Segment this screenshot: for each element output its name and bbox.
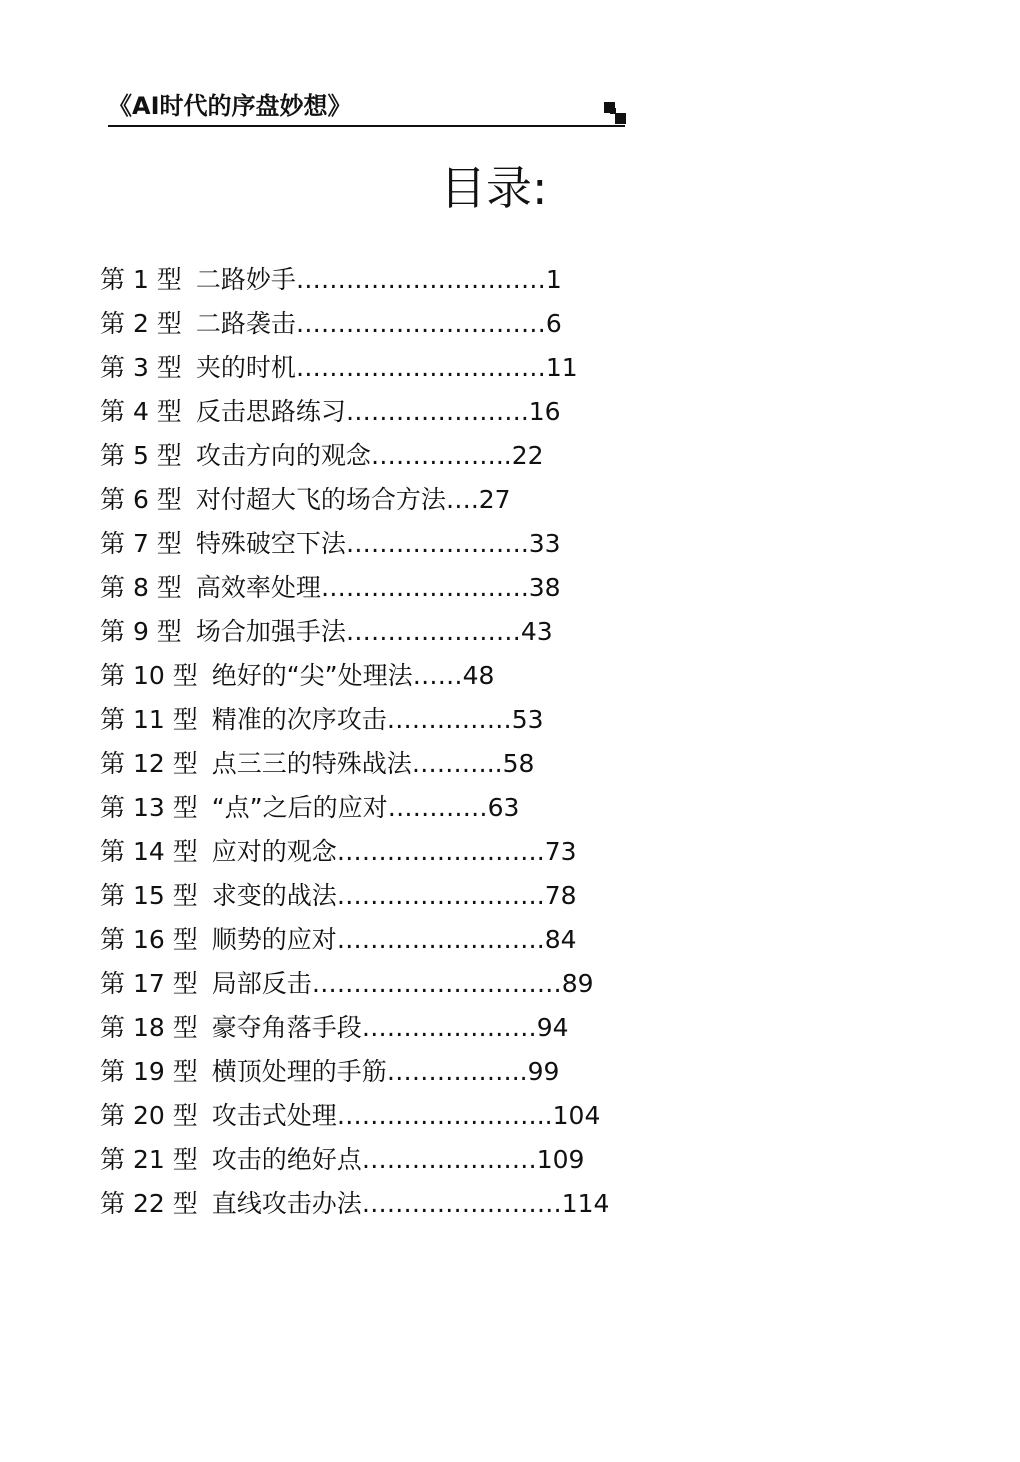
toc-entry-number: 第 19 型 bbox=[100, 1057, 198, 1086]
toc-entry-leader: ……….. bbox=[411, 749, 503, 778]
toc-entry-title: 夹的时机 bbox=[195, 353, 296, 382]
toc-entry-title: 点三三的特殊战法 bbox=[211, 749, 412, 778]
toc-entry-title: 直线攻击办法 bbox=[211, 1189, 362, 1218]
toc-entry[interactable] bbox=[100, 654, 660, 698]
toc-entry-leader: ……………………. bbox=[336, 837, 545, 866]
toc-entry[interactable] bbox=[100, 390, 660, 434]
toc-entry-number: 第 15 型 bbox=[100, 881, 198, 910]
toc-entry-title: 应对的观念 bbox=[211, 837, 337, 866]
toc-entry-number: 第 9 型 bbox=[100, 617, 182, 646]
toc-entry-title: 二路袭击 bbox=[195, 309, 296, 338]
page-title: 目录: bbox=[440, 161, 548, 215]
toc-entry-leader: ………… bbox=[387, 793, 488, 822]
toc-entry-number: 第 11 型 bbox=[100, 705, 198, 734]
toc-entry-leader: …………………. bbox=[345, 397, 529, 426]
book-title: 《AI时代的序盘妙想》 bbox=[108, 92, 352, 120]
toc-entry[interactable] bbox=[100, 698, 660, 742]
toc-entry-page: 11 bbox=[545, 353, 578, 382]
toc-entry-page: 109 bbox=[536, 1145, 585, 1174]
toc-entry-page: 99 bbox=[527, 1057, 560, 1086]
toc-entry-page: 53 bbox=[511, 705, 544, 734]
toc-entry-leader: …………………. bbox=[345, 529, 529, 558]
table-of-contents bbox=[100, 258, 660, 1226]
toc-entry-title: 特殊破空下法 bbox=[195, 529, 346, 558]
toc-entry-number: 第 6 型 bbox=[100, 485, 182, 514]
toc-entry-number: 第 5 型 bbox=[100, 441, 182, 470]
toc-entry[interactable] bbox=[100, 434, 660, 478]
toc-entry[interactable] bbox=[100, 1138, 660, 1182]
toc-entry-number: 第 10 型 bbox=[100, 661, 198, 690]
toc-entry-number: 第 20 型 bbox=[100, 1101, 198, 1130]
toc-entry[interactable] bbox=[100, 918, 660, 962]
toc-entry-number: 第 1 型 bbox=[100, 265, 182, 294]
toc-entry[interactable] bbox=[100, 962, 660, 1006]
toc-entry-title: 顺势的应对 bbox=[211, 925, 337, 954]
toc-entry-page: 48 bbox=[462, 661, 495, 690]
toc-entry-title: 对付超大飞的场合方法 bbox=[195, 485, 446, 514]
toc-entry[interactable] bbox=[100, 346, 660, 390]
toc-entry-leader: …. bbox=[445, 485, 479, 514]
toc-entry[interactable] bbox=[100, 874, 660, 918]
toc-entry-number: 第 16 型 bbox=[100, 925, 198, 954]
toc-entry-number: 第 12 型 bbox=[100, 749, 198, 778]
toc-entry[interactable] bbox=[100, 522, 660, 566]
toc-entry-leader: ………………………… bbox=[295, 265, 546, 294]
toc-entry-leader: ………………………… bbox=[311, 969, 562, 998]
toc-entry-number: 第 21 型 bbox=[100, 1145, 198, 1174]
toc-entry-page: 38 bbox=[528, 573, 561, 602]
toc-entry[interactable] bbox=[100, 1182, 660, 1226]
toc-entry-title: 局部反击 bbox=[211, 969, 312, 998]
toc-entry-page: 58 bbox=[502, 749, 535, 778]
toc-entry-page: 78 bbox=[544, 881, 577, 910]
toc-entry-title: “点”之后的应对 bbox=[211, 793, 388, 822]
toc-entry[interactable] bbox=[100, 1006, 660, 1050]
toc-entry-number: 第 13 型 bbox=[100, 793, 198, 822]
toc-entry-number: 第 17 型 bbox=[100, 969, 198, 998]
toc-entry-page: 43 bbox=[520, 617, 553, 646]
toc-entry-number: 第 14 型 bbox=[100, 837, 198, 866]
toc-entry-leader: ………………… bbox=[361, 1013, 537, 1042]
toc-entry-number: 第 4 型 bbox=[100, 397, 182, 426]
toc-entry-number: 第 3 型 bbox=[100, 353, 182, 382]
toc-entry-page: 114 bbox=[561, 1189, 610, 1218]
toc-entry-title: 二路妙手 bbox=[195, 265, 296, 294]
toc-entry-leader: …………….. bbox=[370, 441, 512, 470]
toc-entry-leader: ……………………. bbox=[336, 881, 545, 910]
toc-entry-title: 求变的战法 bbox=[211, 881, 337, 910]
toc-entry[interactable] bbox=[100, 742, 660, 786]
toc-entry-title: 横顶处理的手筋 bbox=[211, 1057, 387, 1086]
toc-entry-title: 反击思路练习 bbox=[195, 397, 346, 426]
toc-entry[interactable] bbox=[100, 566, 660, 610]
toc-entry-leader: …… bbox=[412, 661, 463, 690]
toc-entry-title: 绝好的“尖”处理法 bbox=[211, 661, 413, 690]
toc-entry-page: 22 bbox=[511, 441, 544, 470]
toc-entry-page: 73 bbox=[544, 837, 577, 866]
toc-entry-number: 第 2 型 bbox=[100, 309, 182, 338]
toc-entry-title: 豪夺角落手段 bbox=[211, 1013, 362, 1042]
toc-entry[interactable] bbox=[100, 830, 660, 874]
toc-entry-leader: ………………… bbox=[345, 617, 521, 646]
toc-entry-leader: …………………… bbox=[361, 1189, 562, 1218]
toc-entry-leader: ………………………… bbox=[295, 309, 546, 338]
toc-entry-page: 94 bbox=[536, 1013, 569, 1042]
toc-entry-leader: …………….. bbox=[386, 1057, 528, 1086]
toc-entry[interactable] bbox=[100, 258, 660, 302]
toc-entry-title: 攻击式处理 bbox=[211, 1101, 337, 1130]
toc-entry-leader: ………………… bbox=[361, 1145, 537, 1174]
toc-entry[interactable] bbox=[100, 786, 660, 830]
header-divider bbox=[108, 125, 625, 127]
toc-entry[interactable] bbox=[100, 1050, 660, 1094]
toc-entry-leader: ……………………. bbox=[320, 573, 529, 602]
toc-entry-page: 27 bbox=[478, 485, 511, 514]
toc-entry-number: 第 8 型 bbox=[100, 573, 182, 602]
toc-entry-page: 63 bbox=[487, 793, 520, 822]
toc-entry-title: 场合加强手法 bbox=[195, 617, 346, 646]
toc-entry-page: 33 bbox=[528, 529, 561, 558]
toc-entry-leader: …………………….. bbox=[336, 1101, 553, 1130]
toc-entry-title: 攻击方向的观念 bbox=[195, 441, 371, 470]
toc-entry-title: 攻击的绝好点 bbox=[211, 1145, 362, 1174]
toc-entry-number: 第 7 型 bbox=[100, 529, 182, 558]
toc-entry[interactable] bbox=[100, 610, 660, 654]
toc-entry-leader: …………… bbox=[386, 705, 512, 734]
toc-entry-title: 高效率处理 bbox=[195, 573, 321, 602]
toc-entry-page: 1 bbox=[545, 265, 562, 294]
toc-entry-number: 第 18 型 bbox=[100, 1013, 198, 1042]
toc-entry-page: 84 bbox=[544, 925, 577, 954]
toc-entry-page: 6 bbox=[545, 309, 562, 338]
toc-entry-page: 16 bbox=[528, 397, 561, 426]
toc-entry-page: 104 bbox=[552, 1101, 601, 1130]
toc-entry[interactable] bbox=[100, 1094, 660, 1138]
toc-entry-leader: ………………………… bbox=[295, 353, 546, 382]
corner-decoration-icon bbox=[604, 102, 626, 126]
toc-entry-number: 第 22 型 bbox=[100, 1189, 198, 1218]
toc-entry-page: 89 bbox=[561, 969, 594, 998]
toc-entry-leader: ……………………. bbox=[336, 925, 545, 954]
toc-entry[interactable] bbox=[100, 478, 660, 522]
toc-entry[interactable] bbox=[100, 302, 660, 346]
toc-entry-title: 精准的次序攻击 bbox=[211, 705, 387, 734]
